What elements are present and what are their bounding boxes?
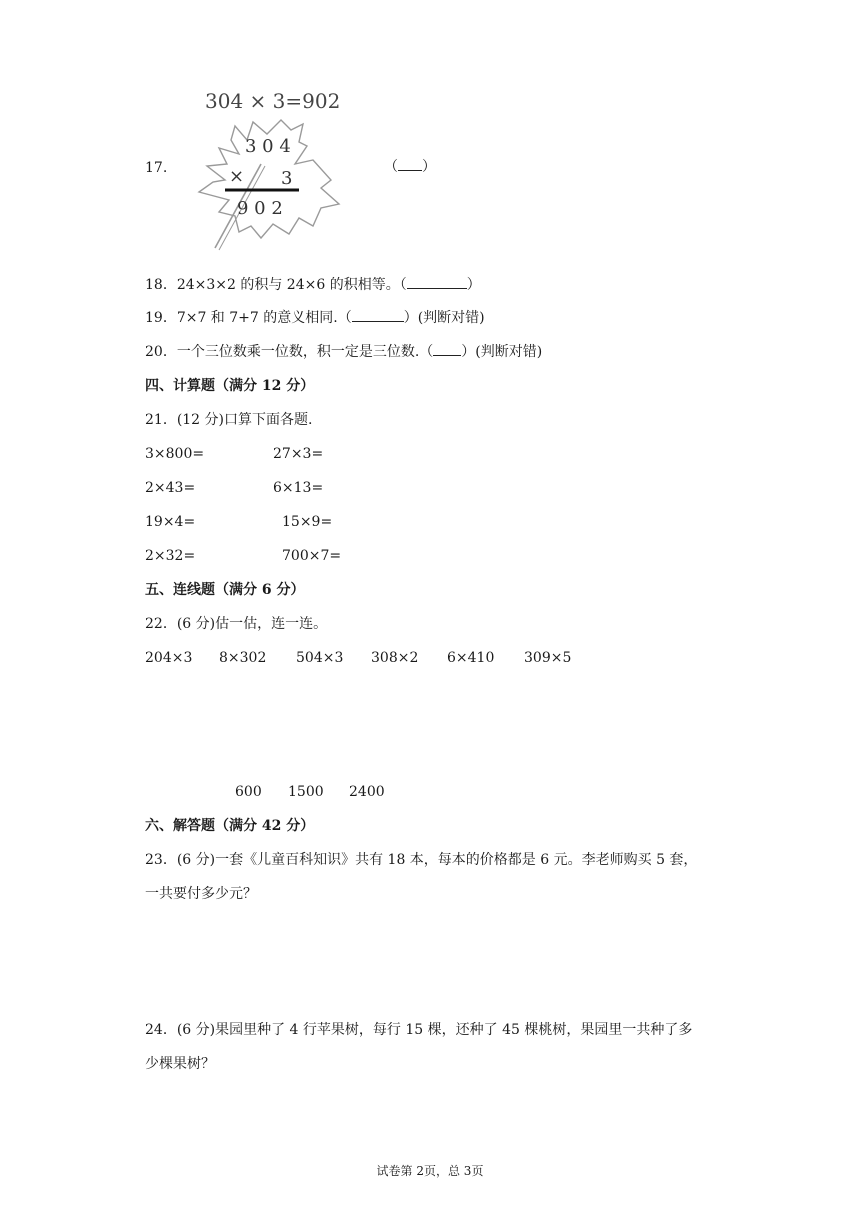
q22-expression[interactable]: 308×2 <box>371 650 419 666</box>
figure-top-number: 3 0 4 <box>245 136 291 157</box>
figure-multiplier: 3 <box>281 168 293 189</box>
section5-heading: 五、连线题（满分 6 分） <box>145 582 305 598</box>
q23-line2: 一共要付多少元？ <box>145 886 257 902</box>
q22-prompt: 22．(6 分)估一估，连一连。 <box>145 616 328 632</box>
q17-paren-close: ） <box>422 159 436 175</box>
leaf-multiplication-figure <box>195 84 355 254</box>
q21-row2-right: 6×13= <box>273 480 324 496</box>
q22-expression[interactable]: 309×5 <box>524 650 572 666</box>
q22-answer[interactable]: 2400 <box>349 784 385 800</box>
q17-blank[interactable] <box>398 158 422 171</box>
q18-text: 18．24×3×2 的积与 24×6 的积相等。（ <box>145 277 407 293</box>
q22-expression[interactable]: 6×410 <box>447 650 495 666</box>
q23-line1: 23．(6 分)一套《儿童百科知识》共有 18 本，每本的价格都是 6 元。李老师购买 5 套， <box>145 852 698 868</box>
q21-row4-left: 2×32= <box>145 548 196 564</box>
q24-line1: 24．(6 分)果园里种了 4 行苹果树，每行 15 棵，还种了 45 棵桃树，果园里一共种了多 <box>145 1022 693 1038</box>
q21-row3-right: 15×9= <box>282 514 333 530</box>
q18-blank[interactable] <box>407 276 467 289</box>
q19 <box>145 308 485 328</box>
q24-line2: 少棵果树？ <box>145 1056 215 1072</box>
page-footer: 试卷第 2页，总 3页 <box>376 1164 484 1178</box>
section4-heading: 四、计算题（满分 12 分） <box>145 378 315 394</box>
q19-close: ）(判断对错) <box>403 310 485 326</box>
q21-row3-left: 19×4= <box>145 514 196 530</box>
q19-text: 19．7×7 和 7+7 的意义相同.（ <box>145 310 352 326</box>
q21-row4-right: 700×7= <box>282 548 342 564</box>
q20-close: ）(判断对错) <box>461 344 543 360</box>
section6-heading: 六、解答题（满分 42 分） <box>145 818 315 834</box>
q20 <box>145 342 542 362</box>
q22-expression[interactable]: 504×3 <box>296 650 344 666</box>
q20-blank[interactable] <box>433 343 461 356</box>
q21-row2-left: 2×43= <box>145 480 196 496</box>
figure-result: 9 0 2 <box>237 198 283 219</box>
q22-answer[interactable]: 600 <box>235 784 262 800</box>
q22-expression[interactable]: 204×3 <box>145 650 193 666</box>
q21-row1-right: 27×3= <box>273 446 324 462</box>
q21-prompt: 21．(12 分)口算下面各题. <box>145 412 313 428</box>
figure-times-sign: × <box>229 166 245 187</box>
q17-paren-open: （ <box>384 159 398 175</box>
q18-close: ） <box>466 277 481 293</box>
q19-blank[interactable] <box>352 309 404 322</box>
figure-equation: 304 × 3=902 <box>205 89 341 113</box>
q17-number: 17. <box>145 160 168 176</box>
q22-expression[interactable]: 8×302 <box>219 650 267 666</box>
q20-text: 20．一个三位数乘一位数，积一定是三位数.（ <box>145 344 434 360</box>
q22-answer[interactable]: 1500 <box>288 784 324 800</box>
q18 <box>145 275 481 295</box>
q21-row1-left: 3×800= <box>145 446 205 462</box>
q17-answer-paren <box>384 157 436 177</box>
